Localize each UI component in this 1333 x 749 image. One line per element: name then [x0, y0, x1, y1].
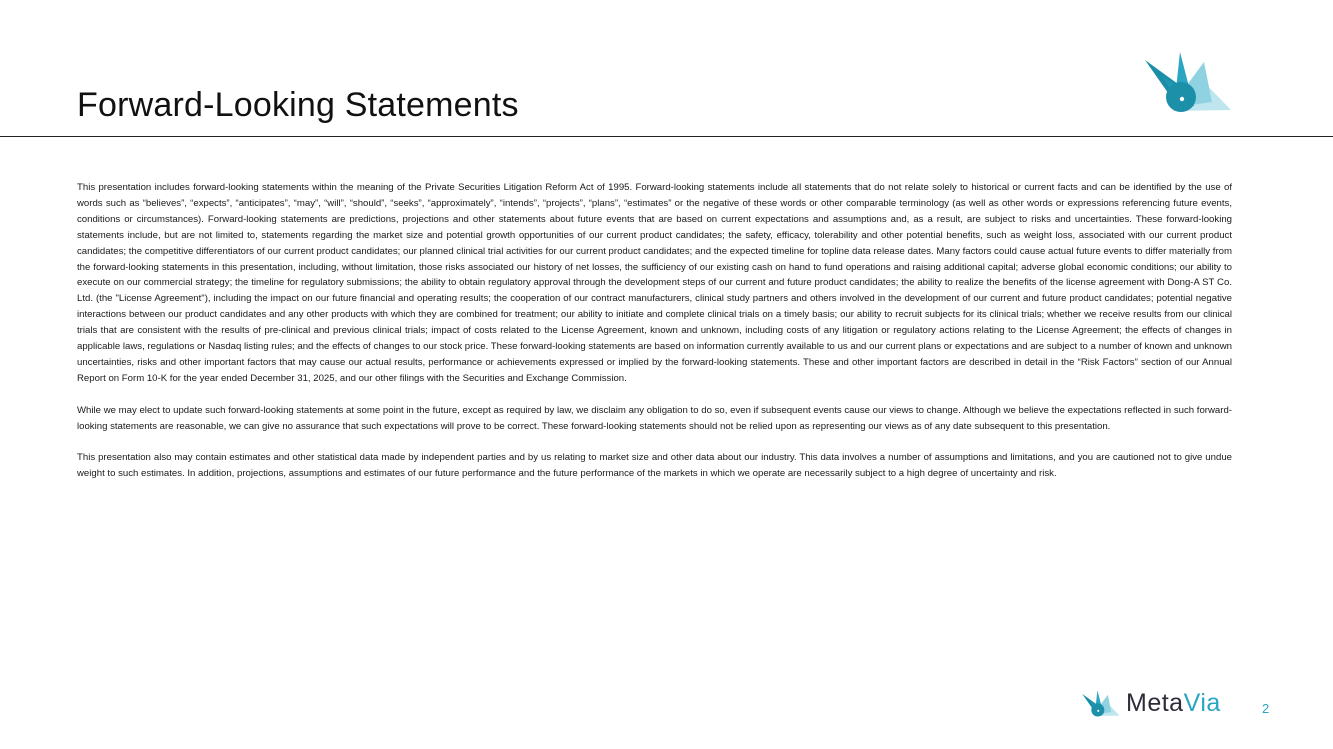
starburst-logo-icon [1140, 48, 1232, 114]
wordmark [1126, 689, 1221, 718]
starburst-mark-icon [1080, 688, 1120, 718]
disclaimer-body [77, 180, 1232, 498]
paragraph-forward-looking: This presentation includes forward-looking statements within the meaning of the Private Securities Litigation Reform Act of 1995. Forward-looking statements include all statements that do not relate solely to historical or current facts and can be identified by the use of words such as “believes”, “expects”, “anticipates”, “may”, “will”, “should”, “seeks”, “approximately”, “intends”, “projects”, “plans”, “estimates” or the negative of these words or other comparable terminology (as well as other words or expressions referencing future events, conditions or circumstances). Forward-looking statements are predictions, projections and other statements about future events that are based on current expectations and assumptions and, as a result, are subject to risks and uncertainties. These forward-looking statements include, but are not limited to, statements regarding the market size and potential growth opportunities of our current product candidates; the safety, efficacy, tolerability and other potential benefits, such as weight loss, associated with our current product candidates; the competitive differentiators of our current product candidates; our planned clinical trial activities for our current product candidates; and the expected timeline for topline data release dates. Many factors could cause actual future events to differ materially from the forward-looking statements in this presentation, including, without limitation, those risks associated our history of net losses, the sufficiency of our existing cash on hand to fund operations and raising additional capital; adverse global economic conditions; our ability to execute on our commercial strategy; the timeline for regulatory submissions; the ability to obtain regulatory approval through the development steps of our current and future product candidates; the ability to realize the benefits of the license agreement with Dong-A ST Co. Ltd. (the "License Agreement"), including the impact on our future financial and operating results; the cooperation of our contract manufacturers, clinical study partners and others involved in the development of our current and future product candidates; potential negative interactions between our product candidates and any other products with which they are combined for treatment; our ability to initiate and complete clinical trials on a timely basis; our ability to recruit subjects for its clinical trials; whether we receive results from our clinical trials that are consistent with the results of pre-clinical and previous clinical trials; impact of costs related to the License Agreement, known and unknown, including costs of any litigation or regulatory actions relating to the License Agreement; the effects of changes in applicable laws, regulations or Nasdaq listing rules; and the effects of changes to our stock price. These forward-looking statements are based on information currently available to us and our current plans or expectations and are subject to a number of known and unknown uncertainties, risks and other important factors that may cause our actual results, performance or achievements expressed or implied by the forward-looking statements. These and other important factors are described in detail in the “Risk Factors” section of our Annual Report on Form 10-K for the year ended December 31, 2025, and our other filings with the Securities and Exchange Commission. [77, 182, 1232, 384]
wordmark-meta: Meta [1126, 689, 1184, 717]
title-divider [0, 136, 1333, 137]
paragraph-update-disclaimer: While we may elect to update such forward-looking statements at some point in the future, except as required by law, we disclaim any obligation to do so, even if subsequent events cause our views to change. Although we believe the expectations reflected in such forward-looking statements are reasonable, we can give no assurance that such expectations will prove to be correct. These forward-looking statements should not be relied upon as representing our views as of any date subsequent to this presentation. [77, 404, 1232, 432]
page-number: 2 [1262, 701, 1270, 716]
wordmark-via: Via [1183, 689, 1221, 717]
paragraph-statistical-data: This presentation also may contain estimates and other statistical data made by independent parties and by us relating to market size and other data about our industry. This data involves a number of assumptions and limitations, and you are cautioned not to give undue weight to such estimates. In addition, projections, assumptions and estimates of our future performance and the future performance of the markets in which we operate are necessarily subject to a high degree of uncertainty and risk. [77, 452, 1232, 480]
slide-title: Forward-Looking Statements [77, 86, 519, 124]
